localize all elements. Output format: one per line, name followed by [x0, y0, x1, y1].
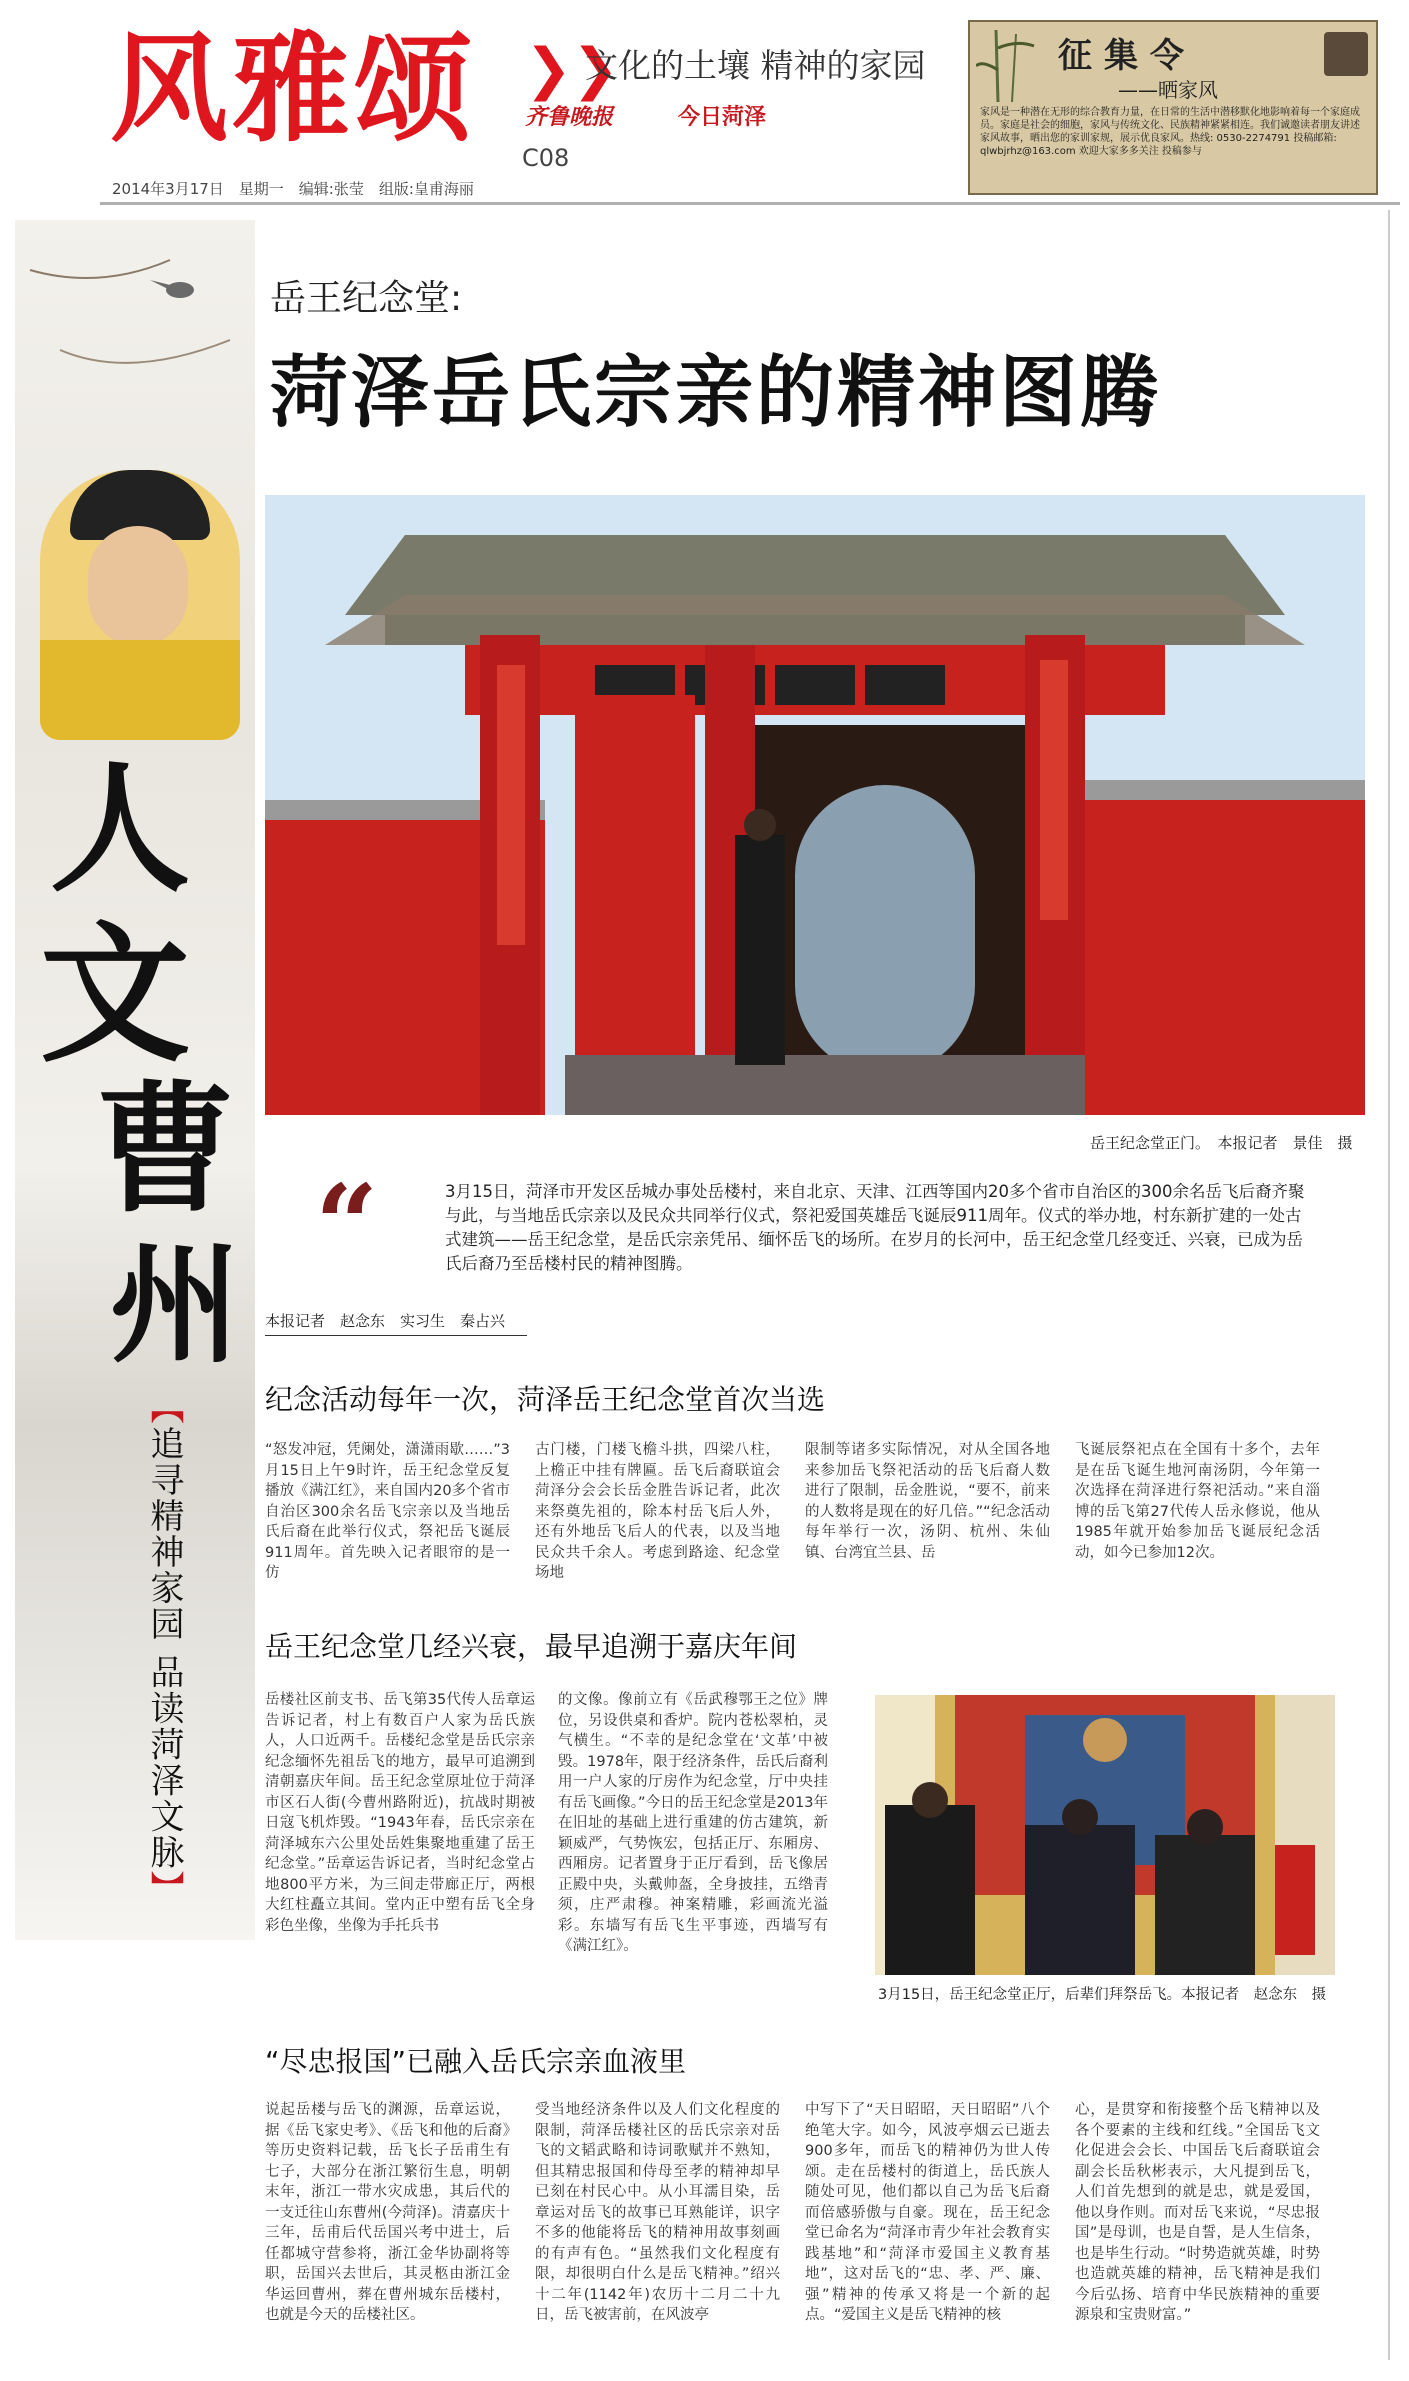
- section-heading-3: “尽忠报国”已融入岳氏宗亲血液里: [265, 2045, 687, 2078]
- section3-column-2: 受当地经济条件以及人们文化程度的限制，菏泽岳楼社区的岳氏宗亲对岳飞的文韬武略和诗词歌赋并不熟知，但其精忠报国和侍母至孝的精神却早已刻在村民心中。从小耳濡目染，岳章运对岳飞的故事已耳熟能详，识字不多的他能将岳飞的精神用故事刻画的有声有色。“虽然我们文化程度有限，却很明白什么是岳飞精神。”绍兴十二年(1142年)农历十二月二十九日，岳飞被害前，在风波亭: [535, 2102, 780, 2323]
- gavel-icon: [1324, 32, 1368, 76]
- section2-column-2: 的文像。像前立有《岳武穆鄂王之位》牌位，另设供桌和香炉。院内苍松翠柏，灵气横生。“不幸的是纪念堂在‘文革’中被毁。1978年，限于经济条件，岳氏后裔利用一户人家的厅房作为纪念堂，厅中央挂有岳飞画像。”今日的岳王纪念堂是2013年在旧址的基础上进行重建的仿古建筑，新颖威严，气势恢宏，包括正厅、东厢房、西厢房。记者置身于正厅看到，岳飞像居正殿中央，头戴帅盔，全身披挂，五绺青须，庄严肃穆。神案精雕，彩画流光溢彩。东墙写有岳飞生平事迹，西墙写有《满江红》。: [558, 1692, 828, 1954]
- header-divider: [100, 202, 1400, 205]
- issue-info: 2014年3月17日 星期一 编辑:张莹 组版:皇甫海丽: [112, 180, 474, 198]
- calligraphy-char-2: 文: [40, 907, 191, 1083]
- paper-name: 齐鲁晚报: [525, 105, 614, 130]
- calligraphy-char-1: 人: [50, 748, 191, 912]
- memorial-gate-photo: [265, 495, 1365, 1115]
- section3-column-1: 说起岳楼与岳飞的渊源，岳章运说，据《岳飞家史考》、《岳飞和他的后裔》等历史资料记载，岳飞长子岳甫生有七子，大部分在浙江繁衍生息，明朝末年，浙江一带水灾成患，其后代的一支迁往山东曹州(今菏泽)。清嘉庆十三年，岳甫后代岳国兴考中进士，后任都城守营参将，浙江金华协副将等职，岳国兴去世后，其灵柩由浙江金华运回曹州，葬在曹州城东岳楼村，也就是今天的岳楼社区。: [265, 2102, 510, 2323]
- yue-fei-portrait: [40, 470, 240, 740]
- bamboo-icon: [976, 30, 1046, 102]
- byline: 本报记者 赵念东 实习生 秦占兴: [265, 1312, 506, 1330]
- byline-divider: [265, 1335, 527, 1336]
- section-heading-1: 纪念活动每年一次，菏泽岳王纪念堂首次当选: [265, 1383, 826, 1416]
- photo-caption: 岳王纪念堂正门。 本报记者 景佳 摄: [1090, 1134, 1353, 1152]
- bird-branch-icon: [20, 230, 250, 460]
- memorial-hall-photo: [875, 1695, 1335, 1975]
- section3-column-3: 中写下了“天日昭昭，天日昭昭”八个绝笔大字。如今，风波亭烟云已逝去900多年，而岳飞的精神仍为世人传颂。走在岳楼村的街道上，岳氏族人随处可见，他们都以自己为岳飞后裔而倍感骄傲与自豪。现在，岳王纪念堂已命名为“菏泽市青少年社会教育实践基地”和“菏泽市爱国主义教育基地”，这对岳飞的“忠、孝、严、廉、强”精神的传承又将是一个新的起点。“爱国主义是岳飞精神的核: [805, 2102, 1050, 2323]
- page-code: C08: [522, 144, 570, 172]
- calligraphy-char-4: 州: [110, 1228, 241, 1381]
- photo2-caption: 3月15日，岳王纪念堂正厅，后辈们拜祭岳飞。本报记者 赵念东 摄: [878, 1987, 1327, 2003]
- notice-box: [968, 20, 1378, 195]
- article-kicker: 岳王纪念堂:: [270, 278, 463, 319]
- quote-icon: “: [315, 1160, 379, 1289]
- section1-column-2: 古门楼，门楼飞檐斗拱，四梁八柱，上檐正中挂有牌匾。岳飞后裔联谊会菏泽分会会长岳金胜告诉记者，此次来祭奠先祖的，除本村岳飞后人外，还有外地岳飞后人的代表，以及当地民众共千余人。考虑到路途、纪念堂场地: [535, 1442, 780, 1581]
- section1-column-1: “怒发冲冠，凭阑处，潇潇雨歇……”3月15日上午9时许，岳王纪念堂反复播放《满江红》，来自国内20多个省市自治区300余名岳飞宗亲以及当地岳氏后裔在此举行仪式，祭祀岳飞诞辰911周年。首先映入记者眼帘的是一仿: [265, 1442, 510, 1581]
- newspaper-section-title: 风雅颂: [110, 19, 477, 158]
- sub-paper-name: 今日菏泽: [678, 105, 767, 130]
- notice-title: 征集令: [1058, 36, 1196, 76]
- section3-column-4: 心，是贯穿和衔接整个岳飞精神以及各个要素的主线和红线。”全国岳飞文化促进会会长、中国岳飞后裔联谊会副会长岳秋彬表示，大凡提到岳飞，人们首先想到的就是忠，就是爱国，他以身作则。而对岳飞来说，“尽忠报国”是母训，也是自誓，是人生信条，也是毕生行动。“时势造就英雄，时势也造就英雄的精神，岳飞精神是我们今后弘扬、培育中华民族精神的重要源泉和宝贵财富。”: [1075, 2102, 1320, 2323]
- article-headline: 菏泽岳氏宗亲的精神图腾: [270, 347, 1162, 438]
- page-edge-divider: [1388, 210, 1390, 2360]
- section1-column-4: 飞诞辰祭祀点在全国有十多个，去年是在岳飞诞生地河南汤阴，今年第一次选择在菏泽进行祭祀活动。”来自淄博的岳飞第27代传人岳永修说，他从1985年就开始参加岳飞诞辰纪念活动，如今已参加12次。: [1075, 1442, 1320, 1561]
- section-slogan: 文化的土壤 精神的家园: [585, 46, 926, 85]
- section2-column-1: 岳楼社区前支书、岳飞第35代传人岳章运告诉记者，村上有数百户人家为岳氏族人，人口近两千。岳楼纪念堂是岳氏宗亲纪念缅怀先祖岳飞的地方，最早可追溯到清朝嘉庆年间。岳王纪念堂原址位于菏泽市区石人街(今曹州路附近)，抗战时期被日寇飞机炸毁。“1943年春，岳氏宗亲在菏泽城东六公里处岳姓集聚地重建了岳王纪念堂。”岳章运告诉记者，当时纪念堂占地800平方米，为三间走带廊正厅，两根大红柱矗立其间。堂内正中塑有岳飞全身彩色坐像，坐像为手托兵书: [265, 1692, 535, 1934]
- column-tagline: 【追寻精神家园 品读菏泽文脉】: [144, 1390, 184, 1907]
- notice-body: 家风是一种潜在无形的综合教育力量，在日常的生活中潜移默化地影响着每一个家庭成员。家庭是社会的细胞，家风与传统文化、民族精神紧紧相连。我们诚邀读者朋友讲述家风故事，晒出您的家训家规，展示优良家风。热线: 0530-2274791 投稿邮箱: qlwbjrhz@163.com 欢迎大家多多关注 投稿参与: [980, 107, 1360, 157]
- calligraphy-char-3: 曹: [95, 1068, 236, 1232]
- section1-column-3: 限制等诸多实际情况，对从全国各地来参加岳飞祭祀活动的岳飞后裔人数进行了限制，岳金胜说，“要不，前来的人数将是现在的好几倍。”“纪念活动每年举行一次，汤阴、杭州、朱仙镇、台湾宜兰县、岳: [805, 1442, 1050, 1561]
- article-lead: 3月15日，菏泽市开发区岳城办事处岳楼村，来自北京、天津、江西等国内20多个省市自治区的300余名岳飞后裔齐聚与此，与当地岳氏宗亲以及民众共同举行仪式，祭祀爱国英雄岳飞诞辰911周年。仪式的举办地，村东新扩建的一处古式建筑——岳王纪念堂，是岳氏宗亲凭吊、缅怀岳飞的场所。在岁月的长河中，岳王纪念堂几经变迁、兴衰，已成为岳氏后裔乃至岳楼村民的精神图腾。: [445, 1182, 1305, 1273]
- chevron-right-icon: ❯❯: [525, 37, 619, 102]
- section-heading-2: 岳王纪念堂几经兴衰，最早追溯于嘉庆年间: [265, 1630, 798, 1663]
- notice-subtitle: ——晒家风: [1118, 78, 1218, 102]
